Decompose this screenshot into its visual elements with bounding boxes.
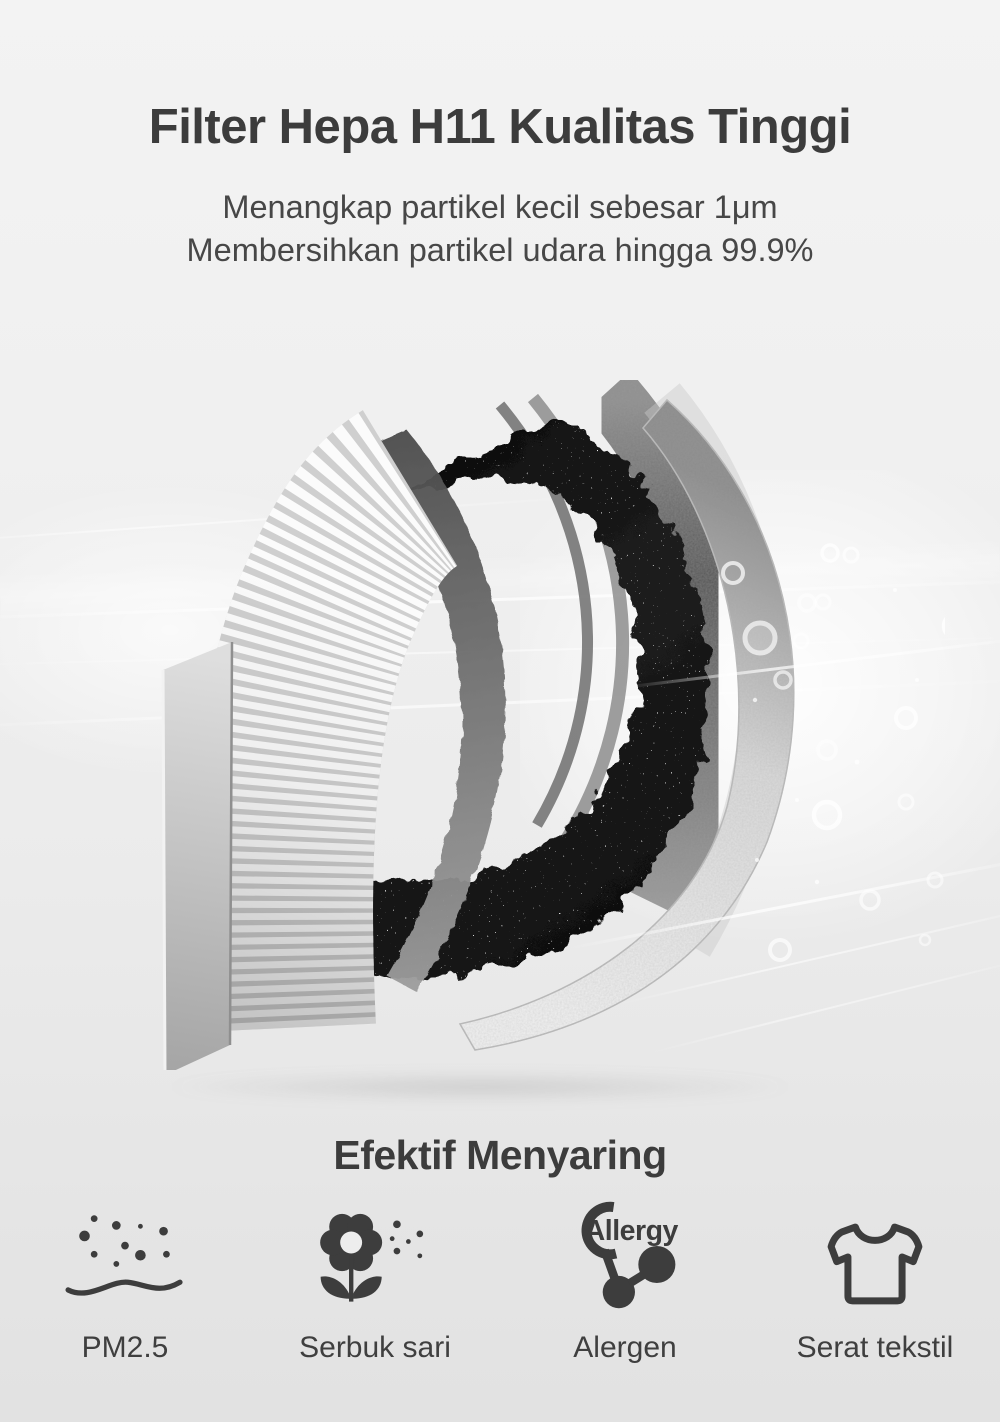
allergy-icon-text: Allergy: [584, 1214, 678, 1247]
subtitle-line: Membersihkan partikel udara hingga 99.9%: [186, 232, 814, 268]
filter-target-pollen: [250, 1203, 500, 1365]
filter-target-pm25: [0, 1203, 250, 1365]
allergy-molecule-icon: [559, 1195, 692, 1315]
filter-target-label: PM2.5: [81, 1331, 169, 1364]
tshirt-icon: [819, 1212, 931, 1315]
page-subtitle: [0, 186, 1000, 272]
pleated-hepa-layer: [163, 488, 410, 1070]
subtitle-line: Menangkap partikel kecil sebesar 1μm: [222, 189, 778, 225]
filter-target-label: Alergen: [573, 1331, 677, 1364]
filter-target-allergen: [500, 1203, 750, 1365]
pollen-flower-icon: [313, 1210, 437, 1315]
illustration-shadow: [160, 1072, 800, 1102]
pleated-filter-end-cap: [163, 642, 232, 1070]
filter-target-textile: [750, 1203, 1000, 1365]
section-heading: Efektif Menyaring: [333, 1132, 667, 1178]
pm25-particles-icon: [62, 1209, 188, 1315]
page-title: Filter Hepa H11 Kualitas Tinggi: [148, 100, 852, 154]
filter-target-label: Serbuk sari: [299, 1331, 451, 1364]
filter-target-label: Serat tekstil: [796, 1331, 954, 1364]
filter-layers-illustration: [55, 380, 945, 1070]
filter-targets-row: [0, 1203, 1000, 1365]
